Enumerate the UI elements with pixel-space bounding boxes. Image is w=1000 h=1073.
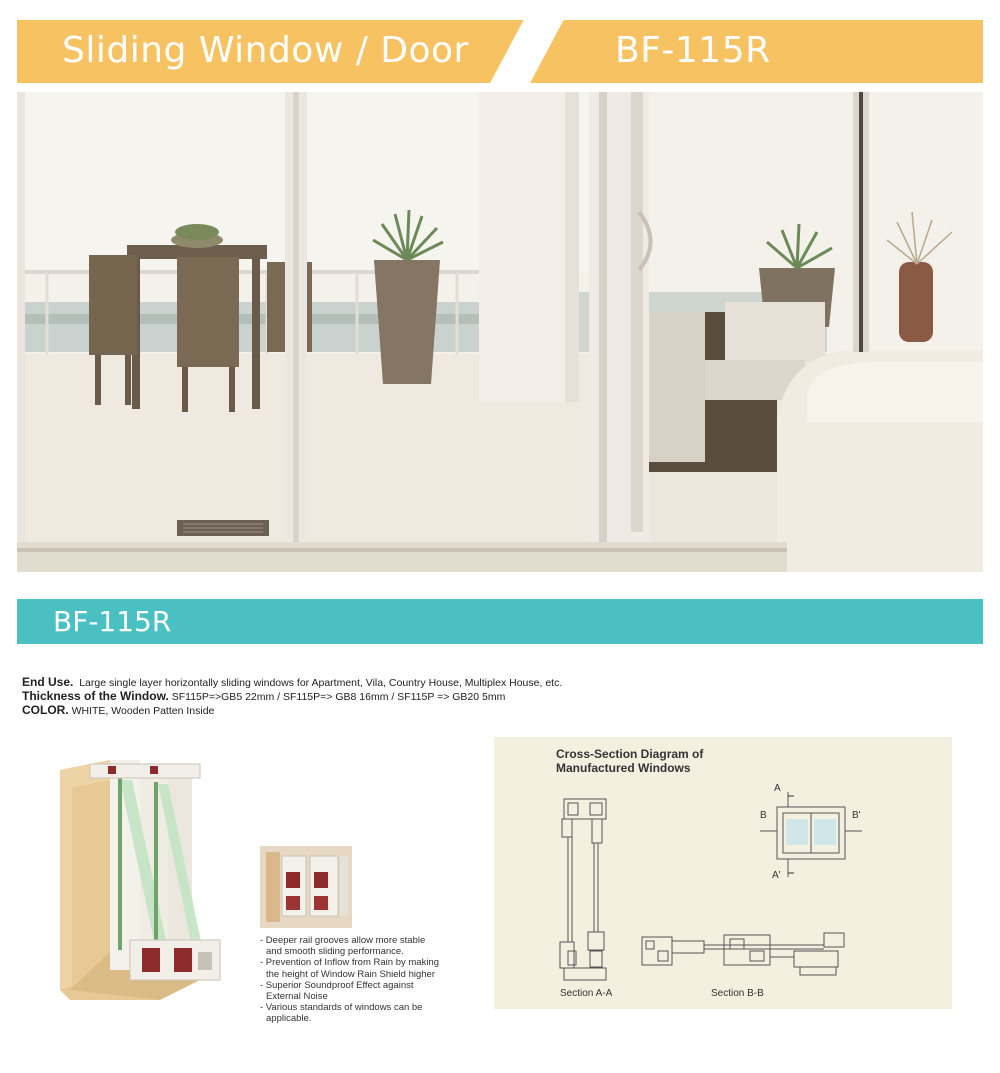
feature-line: the height of Window Rain Shield higher	[266, 968, 435, 980]
specs-block	[22, 676, 722, 718]
window-profile-image	[50, 740, 260, 1010]
mark-a: A	[774, 783, 781, 794]
feature-line: applicable.	[266, 1013, 312, 1025]
hero-photo	[17, 92, 983, 572]
spec-thickness	[22, 690, 722, 704]
section-title: BF-115R	[53, 605, 172, 638]
spec-thickness-label: Thickness of the Window.	[22, 689, 169, 703]
spec-color-label: COLOR.	[22, 703, 69, 717]
spec-color-text: WHITE, Wooden Patten Inside	[71, 705, 215, 717]
banner-divider	[484, 20, 567, 83]
feature-line: - Prevention of Inflow from Rain by making	[260, 957, 439, 969]
spec-end-use-label: End Use.	[22, 675, 74, 689]
mark-b: B	[760, 810, 767, 821]
diagram-title-line2: Manufactured Windows	[556, 761, 691, 775]
mark-b-prime: B'	[852, 810, 861, 821]
spec-end-use	[22, 676, 722, 690]
header-banner	[17, 20, 983, 83]
section-banner	[17, 599, 983, 644]
mark-a-prime: A'	[772, 870, 781, 881]
feature-list	[260, 935, 480, 1025]
feature-line: and smooth sliding performance.	[266, 946, 404, 958]
spec-color	[22, 704, 722, 718]
rail-closeup-image	[260, 846, 352, 928]
feature-line: External Noise	[266, 991, 328, 1003]
feature-line: - Various standards of windows can be	[260, 1002, 423, 1014]
cross-section-diagram	[494, 737, 952, 1009]
model-title: BF-115R	[615, 30, 771, 71]
feature-line: - Deeper rail grooves allow more stable	[260, 935, 426, 946]
spec-thickness-text: SF115P=>GB5 22mm / SF115P=> GB8 16mm / SF115P => GB20 5mm	[171, 691, 506, 703]
diagram-drawing	[494, 737, 952, 1009]
feature-line: - Superior Soundproof Effect against	[260, 979, 414, 991]
diagram-title-line1: Cross-Section Diagram of	[556, 747, 704, 761]
section-a-caption: Section A-A	[560, 988, 613, 999]
section-b-caption: Section B-B	[711, 988, 764, 999]
spec-end-use-text: Large single layer horizontally sliding windows for Apartment, Vila, Country House, Multiplex House, etc.	[79, 677, 563, 689]
page-title: Sliding Window / Door	[62, 30, 469, 71]
